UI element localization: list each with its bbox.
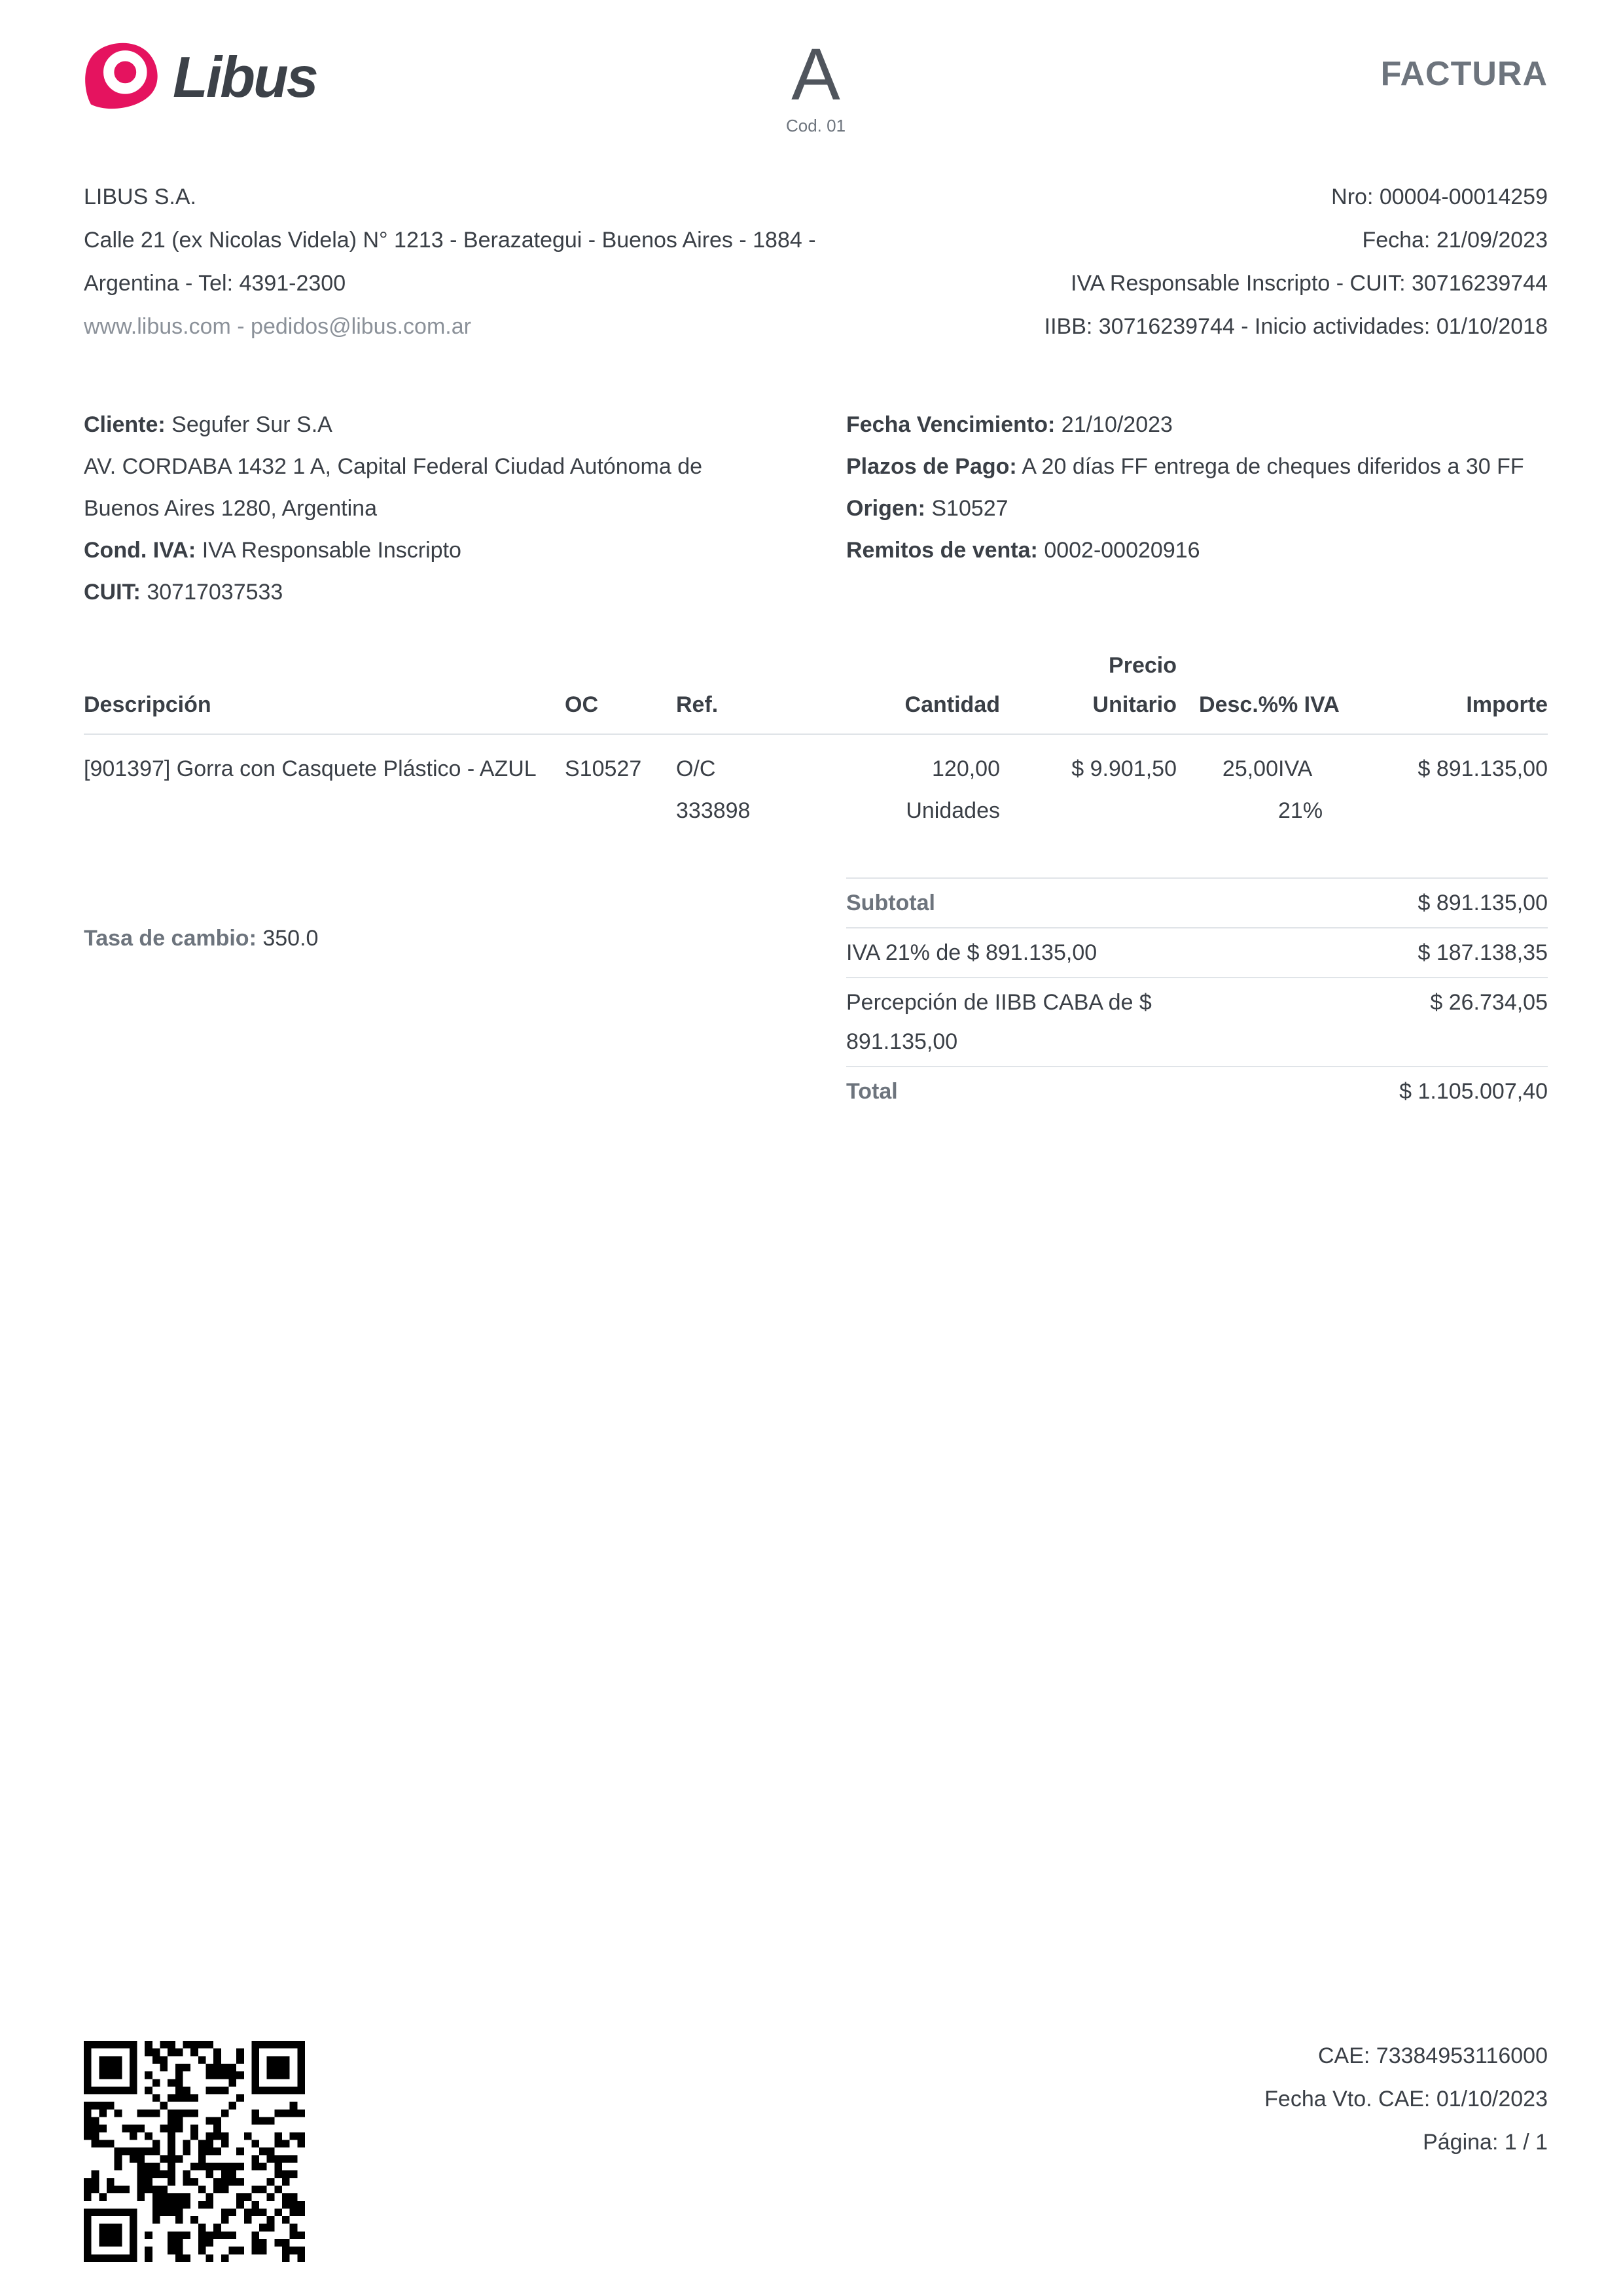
- company-and-meta: [84, 175, 1548, 348]
- invoice-type-letter-block: [785, 33, 846, 136]
- payment-terms-line: Plazos de Pago: A 20 días FF entrega de cheques diferidos a 30 FF: [846, 454, 1524, 479]
- totals-block: [846, 877, 1548, 1116]
- cae-due-date: Fecha Vto. CAE: 01/10/2023: [1264, 2087, 1548, 2111]
- client-and-terms: [84, 404, 1548, 613]
- item-cantidad: 120,00 Unidades: [906, 756, 1000, 823]
- col-precio-unitario: Precio Unitario: [1092, 653, 1177, 717]
- due-date-line: Fecha Vencimiento: 21/10/2023: [846, 412, 1173, 437]
- page-indicator: Página: 1 / 1: [1423, 2130, 1548, 2155]
- libus-logo: [84, 41, 317, 113]
- origin-line: Origen: S10527: [846, 496, 1008, 521]
- subtotal-row: Subtotal $ 891.135,00: [846, 877, 1548, 928]
- total-row: Total $ 1.105.007,40: [846, 1079, 1548, 1104]
- item-ref: O/C 333898: [676, 756, 751, 823]
- invoice-iibb-line: IIBB: 30716239744 - Inicio actividades: 01/10/2018: [1044, 314, 1548, 339]
- totals-section: [84, 877, 1548, 1116]
- item-iva: IVA 21%: [1278, 756, 1323, 823]
- invoice-iva-line: IVA Responsable Inscripto - CUIT: 30716239744: [1071, 271, 1548, 296]
- client-cond-iva-line: Cond. IVA: IVA Responsable Inscripto: [84, 538, 461, 563]
- company-address: Calle 21 (ex Nicolas Videla) N° 1213 - Berazategui - Buenos Aires - 1884 - Argentina - Tel: 4391-2300: [84, 228, 816, 296]
- client-name-line: Cliente: Segufer Sur S.A: [84, 412, 332, 437]
- company-info: [84, 175, 827, 348]
- header: [84, 33, 1548, 157]
- item-oc: S10527: [565, 756, 642, 781]
- col-importe: Importe: [1466, 692, 1548, 717]
- remitos-line: Remitos de venta: 0002-00020916: [846, 538, 1200, 563]
- cae-info: [1264, 2034, 1548, 2164]
- document-title: FACTURA: [1380, 55, 1548, 93]
- col-iva: % IVA: [1278, 692, 1340, 717]
- qr-code: [84, 2041, 305, 2262]
- percepcion-row: Percepción de IIBB CABA de $ 891.135,00 $ 26.734,05: [846, 978, 1548, 1067]
- col-desc: Desc.%: [1199, 692, 1278, 717]
- col-ref: Ref.: [676, 692, 719, 717]
- brand-name: Libus: [173, 44, 317, 109]
- item-importe: $ 891.135,00: [1418, 756, 1548, 781]
- invoice-type-letter: A: [791, 33, 840, 115]
- exchange-rate-line: Tasa de cambio: 350.0: [84, 926, 319, 951]
- client-cuit-line: CUIT: 30717037533: [84, 580, 283, 605]
- invoice-type-code: Cod. 01: [785, 115, 846, 135]
- terms-info: [846, 404, 1548, 613]
- company-web-line: [84, 305, 827, 348]
- invoice-number: Nro: 00004-00014259: [1331, 185, 1548, 209]
- table-row: [84, 735, 1548, 832]
- item-precio: $ 9.901,50: [1071, 756, 1177, 781]
- footer: [84, 2034, 1548, 2262]
- libus-logo-icon: [84, 41, 162, 113]
- item-descripcion: [901397] Gorra con Casquete Plástico - AZUL: [84, 756, 537, 781]
- invoice-meta: [1044, 175, 1548, 348]
- items-table-header: [84, 646, 1548, 735]
- iva-row: IVA 21% de $ 891.135,00 $ 187.138,35: [846, 928, 1548, 978]
- company-web-link[interactable]: www.libus.com - pedidos@libus.com.ar: [84, 314, 471, 339]
- items-table: [84, 646, 1548, 832]
- company-name: LIBUS S.A.: [84, 185, 196, 209]
- qr-code-box: [84, 2041, 305, 2262]
- client-info: [84, 404, 705, 613]
- col-descripcion: Descripción: [84, 692, 211, 717]
- col-cantidad: Cantidad: [904, 692, 1000, 717]
- cae-number: CAE: 73384953116000: [1317, 2043, 1548, 2068]
- invoice-date: Fecha: 21/09/2023: [1362, 228, 1548, 253]
- item-desc: 25,00: [1222, 756, 1278, 781]
- client-address: AV. CORDABA 1432 1 A, Capital Federal Ciudad Autónoma de Buenos Aires 1280, Argentina: [84, 454, 703, 521]
- col-oc: OC: [565, 692, 598, 717]
